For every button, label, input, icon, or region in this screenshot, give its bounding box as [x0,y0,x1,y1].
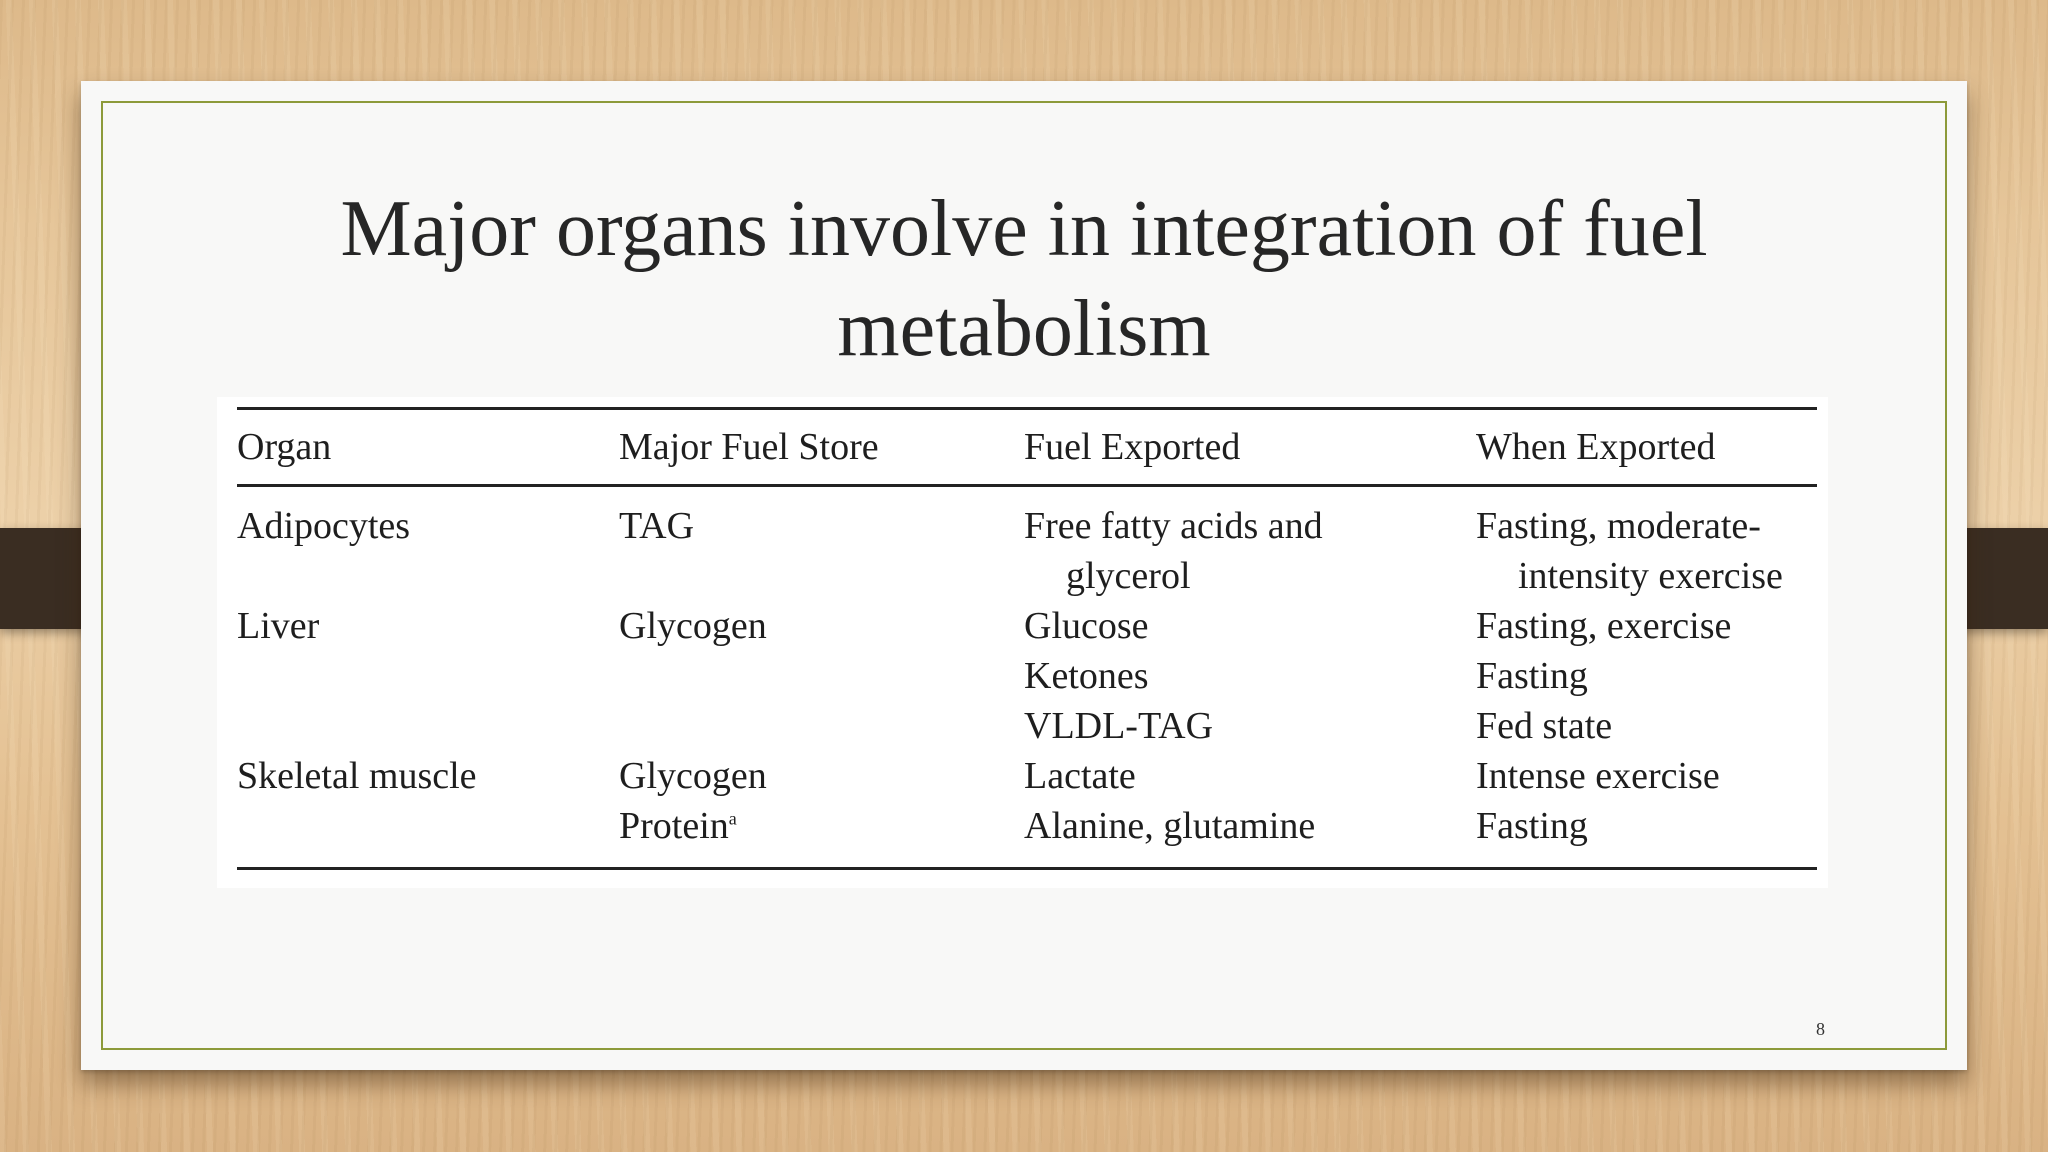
cell-store: TAG [619,505,695,547]
cell-when-line2: intensity exercise [1518,555,1783,597]
fuel-metabolism-table [237,407,1817,870]
table-row [237,651,1817,701]
cell-when: Fed state [1476,705,1613,747]
slide [81,81,1967,1070]
page-number: 8 [1816,1019,1825,1039]
cell-exported: Glucose [1024,605,1149,647]
cell-store: Glycogen [619,755,767,797]
cell-organ [237,701,619,751]
table-row [237,486,1817,602]
cell-exported-line1: Free fatty acids and [1024,505,1323,547]
cell-when [1476,486,1817,602]
table-row [237,701,1817,751]
cell-store [619,801,1024,869]
cell-when: Fasting [1476,805,1588,847]
slide-title: Major organs involve in integration of fuel metabolism [340,185,1708,373]
cell-store [619,701,1024,751]
cell-exported [1024,486,1476,602]
cell-organ: Skeletal muscle [237,755,477,797]
cell-store: Glycogen [619,605,767,647]
cell-exported-line2: glycerol [1066,555,1191,597]
table-row [237,751,1817,801]
cell-organ: Adipocytes [237,505,411,547]
cell-when-line1: Fasting, moderate- [1476,505,1761,547]
cell-organ: Liver [237,605,320,647]
cell-store-text: Protein [619,805,729,847]
table-row [237,601,1817,651]
header-when-exported: When Exported [1476,426,1716,468]
cell-when: Intense exercise [1476,755,1720,797]
table-header-row [237,409,1817,486]
cell-when: Fasting [1476,655,1588,697]
cell-exported: VLDL-TAG [1024,705,1214,747]
cell-organ [237,651,619,701]
cell-exported: Alanine, glutamine [1024,805,1316,847]
table-row [237,801,1817,869]
header-major-fuel-store: Major Fuel Store [619,426,879,468]
footnote-marker: a [728,808,737,829]
cell-exported: Lactate [1024,755,1136,797]
cell-when: Fasting, exercise [1476,605,1732,647]
cell-organ [237,801,619,869]
cell-store [619,651,1024,701]
fuel-table-panel [217,397,1828,888]
header-fuel-exported: Fuel Exported [1024,426,1241,468]
cell-exported: Ketones [1024,655,1149,697]
header-organ: Organ [237,426,332,468]
